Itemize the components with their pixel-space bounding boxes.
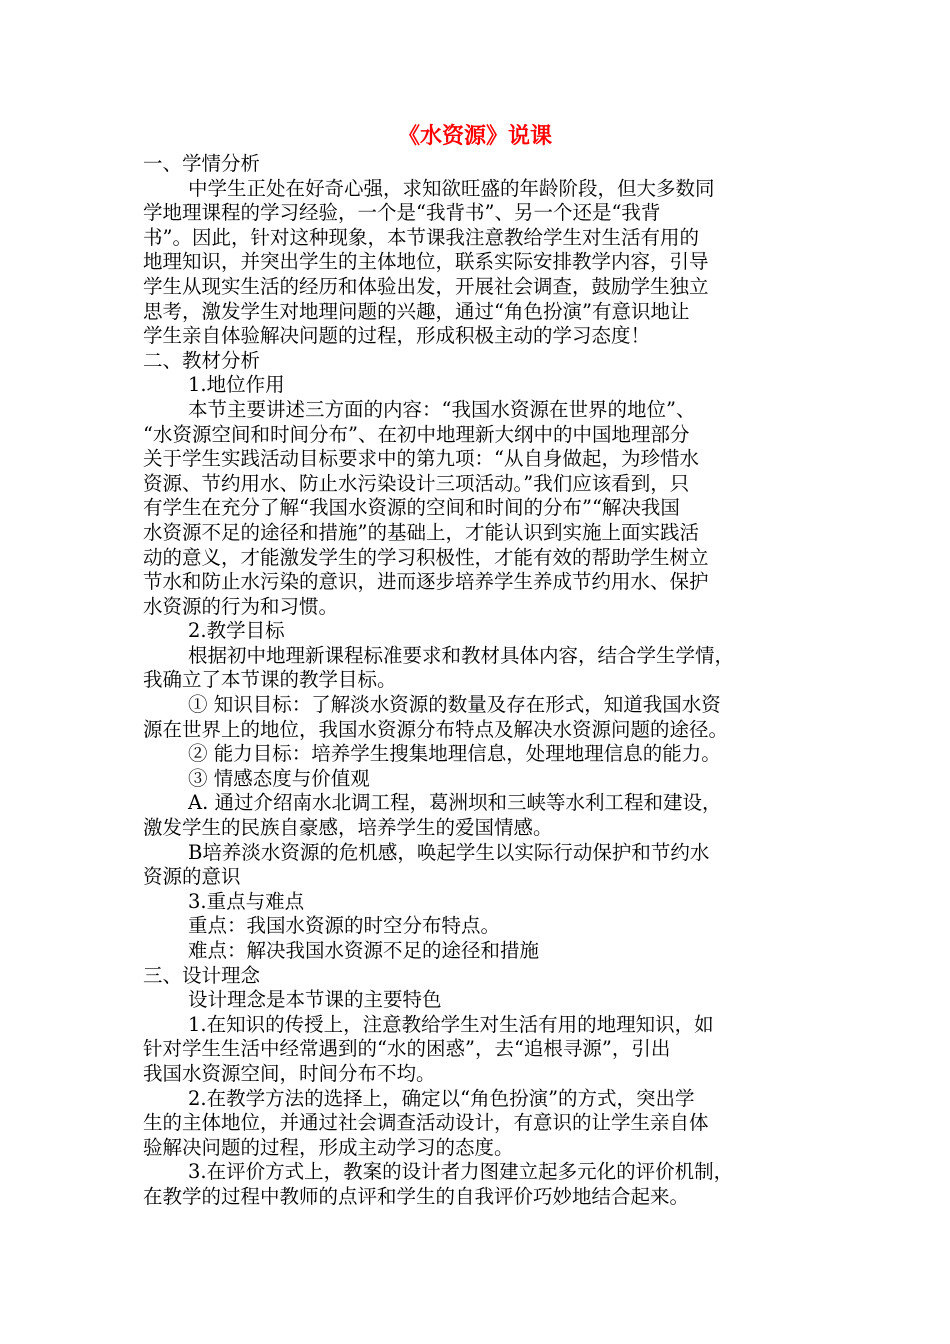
document-title: 《水资源》说课 [397,123,552,149]
text-line: 学生从现实生活的经历和体验出发，开展社会调查，鼓励学生独立 [143,274,709,298]
text-line: 地理知识，并突出学生的主体地位，联系实际安排教学内容，引导 [143,250,709,274]
text-line: 二、教材分析 [143,348,261,372]
document-body [143,152,807,1210]
text-line: 学生亲自体验解决问题的过程，形成积极主动的学习态度！ [143,324,651,348]
text-line: 节水和防止水污染的意识，进而逐步培养学生养成节约用水、保护 [143,570,709,594]
text-line: 验解决问题的过程，形成主动学习的态度。 [143,1135,514,1159]
text-line: 激发学生的民族自豪感，培养学生的爱国情感。 [143,816,553,840]
text-line: 1.在知识的传授上，注意教给学生对生活有用的地理知识，如 [188,1012,714,1036]
text-line: 根据初中地理新课程标准要求和教材具体内容，结合学生学情， [188,643,735,667]
text-line: 水资源不足的途径和措施”的基础上，才能认识到实施上面实践活 [143,520,699,544]
text-line: 思考，激发学生对地理问题的兴趣，通过“角色扮演”有意识地让 [143,299,690,323]
text-line: 在教学的过程中教师的点评和学生的自我评价巧妙地结合起来。 [143,1184,690,1208]
text-line: 动的意义，才能激发学生的学习积极性，才能有效的帮助学生树立 [143,545,709,569]
text-line: 难点：解决我国水资源不足的途径和措施 [188,939,540,962]
text-line: 关于学生实践活动目标要求中的第九项：“从自身做起，为珍惜水 [143,447,699,471]
text-line: A. 通过介绍南水北调工程，葛洲坝和三峡等水利工程和建设， [188,791,722,815]
text-line: 源在世界上的地位，我国水资源分布特点及解决水资源问题的途径。 [143,717,729,741]
text-line: B培养淡水资源的危机感，唤起学生以实际行动保护和节约水 [188,840,710,864]
text-line: 我国水资源空间，时间分布不均。 [143,1061,436,1085]
text-line: 2.在教学方法的选择上，确定以“角色扮演”的方式，突出学 [188,1086,695,1110]
text-line: ① 知识目标：了解淡水资源的数量及存在形式，知道我国水资 [188,693,721,717]
text-line: 资源、节约用水、防止水污染设计三项活动。”我们应该看到，只 [143,471,690,495]
text-line: 设计理念是本节课的主要特色 [188,988,442,1012]
text-line: 重点：我国水资源的时空分布特点。 [188,914,501,938]
text-line: 资源的意识 [143,865,241,889]
text-line: 生的主体地位，并通过社会调查活动设计，有意识的让学生亲自体 [143,1111,709,1135]
text-line: 我确立了本节课的教学目标。 [143,668,397,692]
text-line: 三、设计理念 [143,963,261,987]
text-line: 本节主要讲述三方面的内容：“我国水资源在世界的地位”、 [188,397,696,421]
text-line: ③ 情感态度与价值观 [188,766,370,790]
text-line: “水资源空间和时间分布”、在初中地理新大纲中的中国地理部分 [143,422,690,446]
text-line: 针对学生生活中经常遇到的“水的困惑”，去“追根寻源”，引出 [143,1037,671,1061]
text-line: 3.重点与难点 [188,889,305,913]
text-line: 水资源的行为和习惯。 [143,594,339,618]
text-line: 一、学情分析 [143,152,261,175]
document-page [143,120,807,1210]
text-line: 3.在评价方式上，教案的设计者力图建立起多元化的评价机制， [188,1160,734,1184]
text-line: 中学生正处在好奇心强，求知欲旺盛的年龄阶段，但大多数同 [188,176,715,200]
text-line: 有学生在充分了解“我国水资源的空间和时间的分布”“解决我国 [143,496,680,520]
text-line: ② 能力目标：培养学生搜集地理信息，处理地理信息的能力。 [188,742,721,766]
text-line: 书”。因此，针对这种现象，本节课我注意教给学生对生活有用的 [143,225,699,249]
text-line: 2.教学目标 [188,619,285,643]
text-line: 学地理课程的学习经验，一个是“我背书”、另一个还是“我背 [143,201,661,225]
text-line: 1.地位作用 [188,373,285,397]
